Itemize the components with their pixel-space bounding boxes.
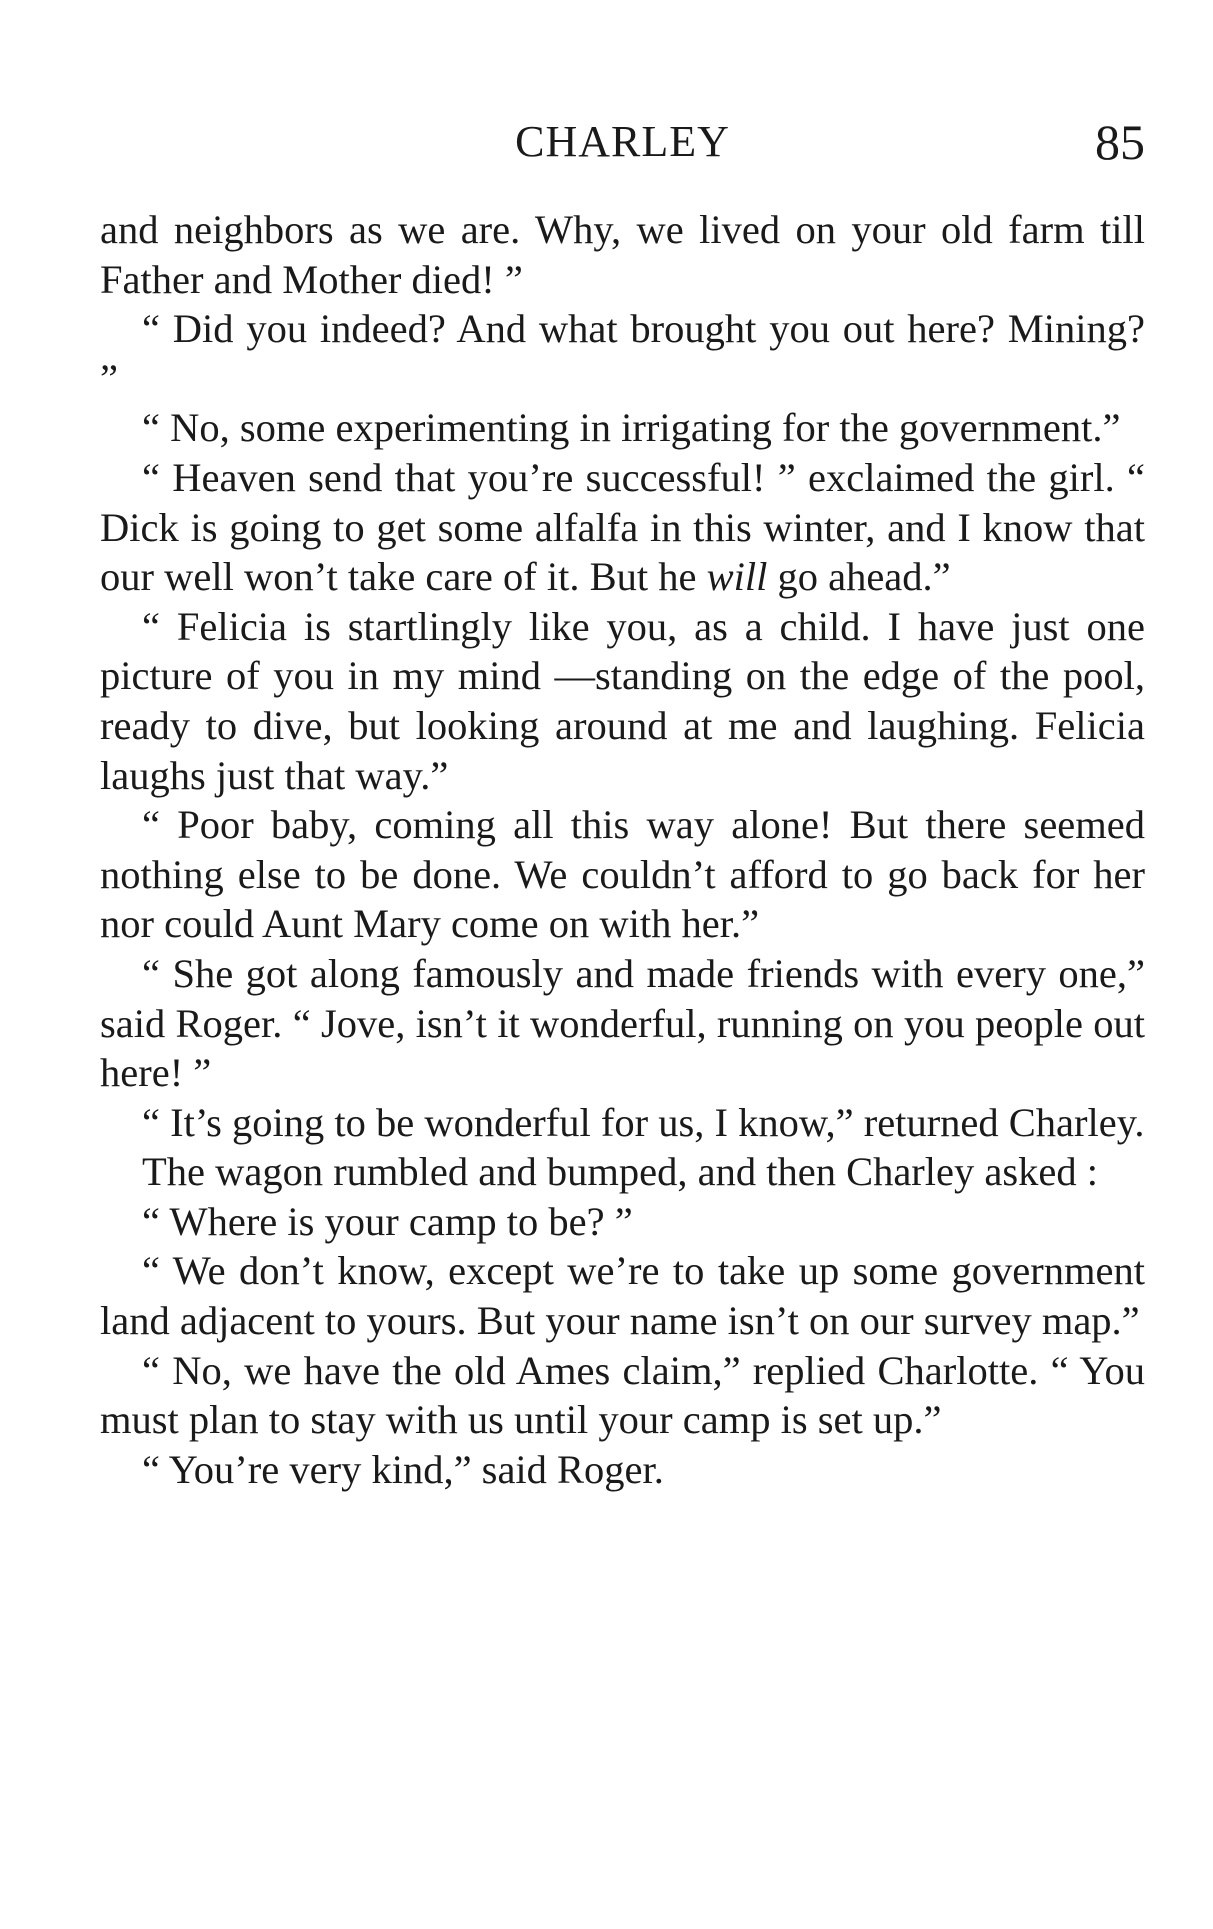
- paragraph-1: and neighbors as we are. Why, we lived on your old farm till Father and Mother died! ”: [100, 207, 1145, 302]
- paragraph-8: “ It’s going to be wonderful for us, I know,” returned Charley.: [142, 1099, 1145, 1145]
- paragraph-10: “ Where is your camp to be? ”: [142, 1198, 633, 1244]
- paragraph-4-text: “ Heaven send that you’re successful! ” exclaimed the girl. “ Dick is going to get some alfalfa in this winter, and I know that our well won’t take care of it. But he: [100, 454, 1145, 600]
- paragraph-4: [100, 453, 1145, 602]
- paragraph-7: “ She got along famously and made friends with every one,” said Roger. “ Jove, isn’t it wonderful, running on you people out here! ”: [100, 950, 1145, 1096]
- paragraph-5: “ Felicia is startlingly like you, as a child. I have just one picture of you in my mind —standing on the edge of the pool, ready to dive, but looking around at me and laughing. Felicia laughs just that way.”: [100, 603, 1145, 798]
- paragraph-4-emphasis: will: [706, 554, 768, 600]
- paragraph-3: “ No, some experimenting in irrigating for the government.”: [142, 405, 1121, 451]
- body-text: [100, 205, 1145, 1494]
- paragraph-9: The wagon rumbled and bumped, and then Charley asked :: [142, 1149, 1098, 1195]
- running-title: CHARLEY: [515, 117, 730, 166]
- paragraph-4-end: go ahead.”: [767, 554, 951, 600]
- paragraph-2: “ Did you indeed? And what brought you out here? Mining? ”: [100, 306, 1145, 401]
- running-head: [100, 112, 1145, 172]
- paragraph-13: “ You’re very kind,” said Roger.: [142, 1446, 664, 1492]
- page-number: 85: [1095, 114, 1145, 170]
- paragraph-6: “ Poor baby, coming all this way alone! But there seemed nothing else to be done. We couldn’t afford to go back for her nor could Aunt Mary come on with her.”: [100, 802, 1145, 947]
- paragraph-11: “ We don’t know, except we’re to take up some government land adjacent to yours. But your name isn’t on our survey map.”: [100, 1248, 1145, 1344]
- paragraph-12: “ No, we have the old Ames claim,” replied Charlotte. “ You must plan to stay with us until your camp is set up.”: [100, 1347, 1145, 1443]
